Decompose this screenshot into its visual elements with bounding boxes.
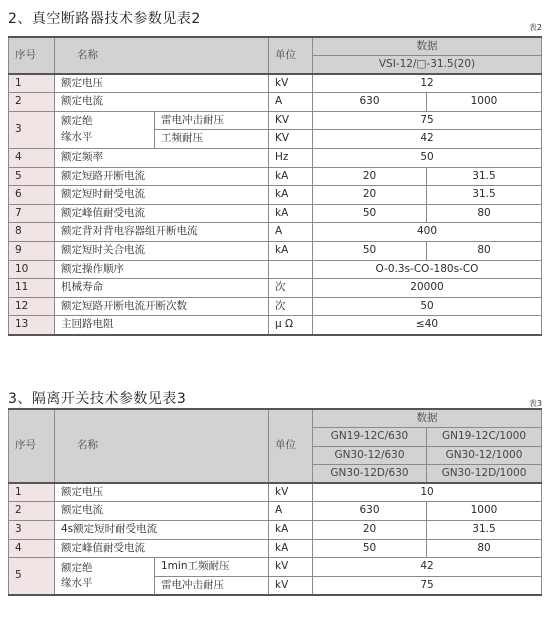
row-name xyxy=(55,558,155,595)
row-name: 额定电流 xyxy=(55,93,269,112)
table-row xyxy=(9,223,542,242)
row-no: 10 xyxy=(9,260,55,279)
row-subname-2: 工频耐压 xyxy=(155,130,269,149)
header-data: 数据 xyxy=(313,37,542,56)
header-model: GN30-12/1000 xyxy=(427,446,542,465)
table-row xyxy=(9,502,542,521)
row-name: 额定电压 xyxy=(55,74,269,93)
row-no: 4 xyxy=(9,149,55,168)
row-name: 额定电压 xyxy=(55,483,269,502)
row-value: 400 xyxy=(313,223,542,242)
row-value-1: 630 xyxy=(313,93,427,112)
row-unit: A xyxy=(269,502,313,521)
row-unit: kA xyxy=(269,539,313,558)
header-model: GN30-12D/630 xyxy=(313,465,427,484)
row-value-2: 42 xyxy=(313,130,542,149)
row-name-line2: 缘水平 xyxy=(61,130,93,143)
row-name: 额定峰值耐受电流 xyxy=(55,539,269,558)
table-row xyxy=(9,204,542,223)
breaker-spec-table xyxy=(8,36,542,336)
row-unit: kA xyxy=(269,167,313,186)
row-no: 2 xyxy=(9,93,55,112)
row-value-1: 20 xyxy=(313,167,427,186)
row-name-line1: 额定绝 xyxy=(61,115,93,128)
row-value: ≤40 xyxy=(313,316,542,335)
table-row xyxy=(9,93,542,112)
header-model: GN30-12D/1000 xyxy=(427,465,542,484)
row-no: 1 xyxy=(9,74,55,93)
row-unit: μ Ω xyxy=(269,316,313,335)
header-model: GN19-12C/1000 xyxy=(427,428,542,447)
header-no: 序号 xyxy=(9,37,55,74)
table-row xyxy=(9,242,542,261)
table-row xyxy=(9,279,542,298)
row-value-2: 31.5 xyxy=(427,521,542,540)
row-no: 1 xyxy=(9,483,55,502)
row-unit: A xyxy=(269,93,313,112)
row-unit: 次 xyxy=(269,297,313,316)
row-value: 50 xyxy=(313,297,542,316)
row-no: 2 xyxy=(9,502,55,521)
row-value: 12 xyxy=(313,74,542,93)
row-subname-2: 雷电冲击耐压 xyxy=(155,576,269,595)
row-name: 额定短时耐受电流 xyxy=(55,186,269,205)
row-no: 13 xyxy=(9,316,55,335)
row-unit: 次 xyxy=(269,279,313,298)
row-subname-1: 雷电冲击耐压 xyxy=(155,111,269,130)
row-value: 20000 xyxy=(313,279,542,298)
header-unit: 单位 xyxy=(269,37,313,74)
row-value-1: 50 xyxy=(313,539,427,558)
row-unit: kA xyxy=(269,242,313,261)
table-row xyxy=(9,111,542,130)
row-no: 5 xyxy=(9,167,55,186)
row-unit: kV xyxy=(269,74,313,93)
table-row xyxy=(9,149,542,168)
table-row xyxy=(9,74,542,93)
row-name: 额定短路开断电流 xyxy=(55,167,269,186)
row-value: 50 xyxy=(313,149,542,168)
section2-title: 2、真空断路器技术参数见表2 xyxy=(8,11,201,27)
row-no: 11 xyxy=(9,279,55,298)
row-name-line2: 缘水平 xyxy=(61,577,93,590)
row-unit: A xyxy=(269,223,313,242)
row-name: 额定操作顺序 xyxy=(55,260,269,279)
table-row xyxy=(9,539,542,558)
row-name: 额定电流 xyxy=(55,502,269,521)
row-no: 12 xyxy=(9,297,55,316)
header-no: 序号 xyxy=(9,409,55,483)
table3-label: 表3 xyxy=(528,399,542,408)
row-unit: kA xyxy=(269,521,313,540)
row-unit xyxy=(269,260,313,279)
header-name: 名称 xyxy=(55,37,269,74)
row-value-1: 20 xyxy=(313,521,427,540)
row-value-2: 75 xyxy=(313,576,542,595)
row-value-1: 50 xyxy=(313,242,427,261)
row-subname-1: 1min工频耐压 xyxy=(155,558,269,577)
row-name: 额定峰值耐受电流 xyxy=(55,204,269,223)
table2-label: 表2 xyxy=(528,23,542,32)
table-row xyxy=(9,186,542,205)
row-unit: Hz xyxy=(269,149,313,168)
section3-title: 3、隔离开关技术参数见表3 xyxy=(8,391,187,407)
row-value-2: 31.5 xyxy=(427,167,542,186)
row-name: 4s额定短时耐受电流 xyxy=(55,521,269,540)
row-name: 额定背对背电容器组开断电流 xyxy=(55,223,269,242)
row-name: 主回路电阻 xyxy=(55,316,269,335)
header-model: GN30-12/630 xyxy=(313,446,427,465)
row-value-2: 80 xyxy=(427,539,542,558)
table-row xyxy=(9,483,542,502)
row-unit-2: KV xyxy=(269,130,313,149)
row-name: 额定频率 xyxy=(55,149,269,168)
row-no: 5 xyxy=(9,558,55,595)
table-row xyxy=(9,260,542,279)
row-value: O-0.3s-CO-180s-CO xyxy=(313,260,542,279)
row-no: 9 xyxy=(9,242,55,261)
header-model: GN19-12C/630 xyxy=(313,428,427,447)
row-value-2: 80 xyxy=(427,242,542,261)
row-value-1: 630 xyxy=(313,502,427,521)
row-unit-1: kV xyxy=(269,558,313,577)
row-value-1: 20 xyxy=(313,186,427,205)
header-data: 数据 xyxy=(313,409,542,428)
row-value-1: 50 xyxy=(313,204,427,223)
row-value-2: 1000 xyxy=(427,502,542,521)
table-row xyxy=(9,316,542,335)
row-value-2: 1000 xyxy=(427,93,542,112)
header-model: VSI-12/□-31.5(20) xyxy=(313,56,542,75)
row-no: 8 xyxy=(9,223,55,242)
row-no: 3 xyxy=(9,521,55,540)
table-row xyxy=(9,521,542,540)
row-no: 7 xyxy=(9,204,55,223)
row-unit-1: KV xyxy=(269,111,313,130)
row-name: 额定短路开断电流开断次数 xyxy=(55,297,269,316)
row-unit-2: kV xyxy=(269,576,313,595)
row-value-2: 80 xyxy=(427,204,542,223)
table-row xyxy=(9,167,542,186)
table-row xyxy=(9,297,542,316)
row-value-2: 31.5 xyxy=(427,186,542,205)
row-value-1: 42 xyxy=(313,558,542,577)
header-unit: 单位 xyxy=(269,409,313,483)
row-no: 3 xyxy=(9,111,55,148)
row-value-1: 75 xyxy=(313,111,542,130)
row-name-line1: 额定绝 xyxy=(61,561,93,574)
row-name: 机械寿命 xyxy=(55,279,269,298)
row-no: 6 xyxy=(9,186,55,205)
row-value: 10 xyxy=(313,483,542,502)
row-unit: kA xyxy=(269,186,313,205)
header-name: 名称 xyxy=(55,409,269,483)
table-row xyxy=(9,558,542,577)
row-name: 额定短时关合电流 xyxy=(55,242,269,261)
row-name xyxy=(55,111,155,148)
disconnector-spec-table xyxy=(8,408,542,596)
row-unit: kA xyxy=(269,204,313,223)
row-unit: kV xyxy=(269,483,313,502)
row-no: 4 xyxy=(9,539,55,558)
